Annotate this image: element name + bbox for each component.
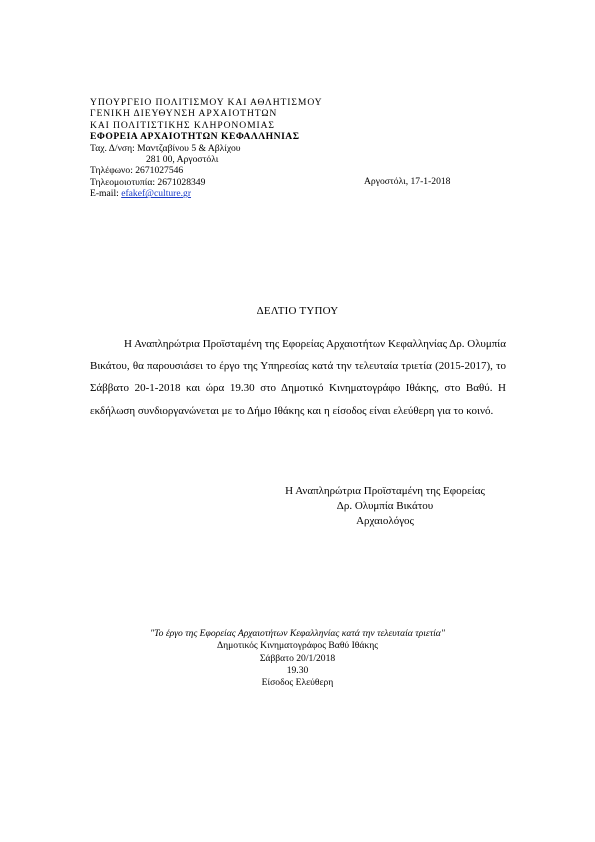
address-line-2: 281 00, Αργοστόλι <box>146 154 219 166</box>
address-line-1: Ταχ. Δ/νση: Μαντζαβίνου 5 & Αβλίχου <box>90 142 241 154</box>
email-label: E-mail: <box>90 188 119 200</box>
directorate-line-1: ΓΕΝΙΚΗ ΔΙΕΥΘΥΝΣΗ ΑΡΧΑΙΟΤΗΤΩΝ <box>90 108 278 120</box>
ministry-name: ΥΠΟΥΡΓΕΙΟ ΠΟΛΙΤΙΣΜΟΥ ΚΑΙ ΑΘΛΗΤΙΣΜΟΥ <box>90 97 323 108</box>
fax-line: Τηλεομοιοτυπία: 2671028349 <box>90 176 206 188</box>
email-link[interactable]: efakef@culture.gr <box>121 188 192 200</box>
event-title: "Το έργο της Εφορείας Αρχαιοτήτων Κεφαλληνίας κατά την τελευταία τριετία" <box>150 628 445 639</box>
signature-block <box>272 484 498 529</box>
body-paragraph: Η Αναπληρώτρια Προϊσταμένη της Εφορείας Αρχαιοτήτων Κεφαλληνίας Δρ. Ολυμπία Βικάτου, θα παρουσιάσει το έργο της Υπηρεσίας κατά την τελευταία τριετία (2015-2017), το Σάββατο 20-1-2018 και ώρα 19.30 στο Δημοτικό Κινηματογράφο Ιθάκης, στο Βαθύ. Η εκδήλωση συνδιοργανώνεται με το Δήμο Ιθάκης και η είσοδος είναι ελεύθερη για το κοινό. <box>90 338 506 417</box>
signature-name: Δρ. Ολυμπία Βικάτου <box>336 500 434 512</box>
phone-line: Τηλέφωνο: 2671027546 <box>90 165 184 177</box>
letterhead <box>90 97 323 200</box>
event-summary <box>0 628 595 689</box>
directorate-line-2: ΚΑΙ ΠΟΛΙΤΙΣΤΙΚΗΣ ΚΛΗΡΟΝΟΜΙΑΣ <box>90 119 275 131</box>
ephorate-name: ΕΦΟΡΕΙΑ ΑΡΧΑΙΟΤΗΤΩΝ ΚΕΦΑΛΛΗΝΙΑΣ <box>90 131 300 143</box>
signature-title: Αρχαιολόγος <box>356 515 414 527</box>
event-entry: Είσοδος Ελεύθερη <box>261 677 334 689</box>
email-line <box>90 188 323 199</box>
date-line: Αργοστόλι, 17-1-2018 <box>364 176 451 187</box>
body-text <box>90 333 506 422</box>
event-time: 19.30 <box>286 664 309 676</box>
press-release-title: ΔΕΛΤΙΟ ΤΥΠΟΥ <box>256 305 339 317</box>
event-date: Σάββατο 20/1/2018 <box>259 652 336 664</box>
event-venue: Δημοτικός Κινηματογράφος Βαθύ Ιθάκης <box>216 640 379 652</box>
signature-role: Η Αναπληρώτρια Προϊσταμένη της Εφορείας <box>285 485 485 497</box>
